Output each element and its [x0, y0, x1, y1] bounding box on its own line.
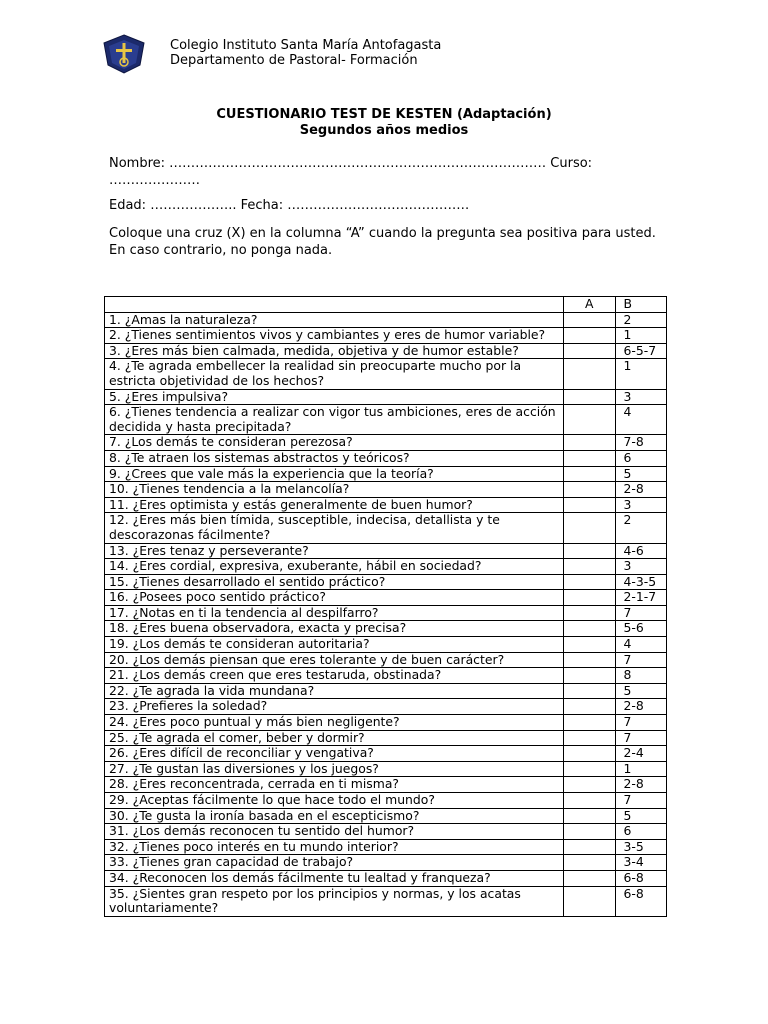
column-b-value: 7	[615, 652, 667, 668]
column-b-value: 7	[615, 715, 667, 731]
question-text: 3. ¿Eres más bien calmada, medida, objetiva y de humor estable?	[105, 343, 564, 359]
answer-a-cell[interactable]	[564, 359, 616, 389]
answer-a-cell[interactable]	[564, 808, 616, 824]
table-row	[105, 543, 667, 559]
question-text: 23. ¿Prefieres la soledad?	[105, 699, 564, 715]
answer-a-cell[interactable]	[564, 683, 616, 699]
answer-a-cell[interactable]	[564, 574, 616, 590]
question-text: 18. ¿Eres buena observadora, exacta y precisa?	[105, 621, 564, 637]
instructions: Coloque una cruz (X) en la columna “A” cuando la pregunta sea positiva para usted. En caso contrario, no ponga nada.	[109, 226, 656, 258]
question-text: 28. ¿Eres reconcentrada, cerrada en ti misma?	[105, 777, 564, 793]
answer-a-cell[interactable]	[564, 730, 616, 746]
question-text: 14. ¿Eres cordial, expresiva, exuberante, hábil en sociedad?	[105, 559, 564, 575]
question-text: 1. ¿Amas la naturaleza?	[105, 312, 564, 328]
question-text: 33. ¿Tienes gran capacidad de trabajo?	[105, 855, 564, 871]
table-row	[105, 574, 667, 590]
table-row	[105, 328, 667, 344]
column-b-value: 6-8	[615, 886, 667, 916]
answer-a-cell[interactable]	[564, 746, 616, 762]
question-text: 19. ¿Los demás te consideran autoritaria?	[105, 637, 564, 653]
table-row	[105, 482, 667, 498]
column-b-value: 5	[615, 683, 667, 699]
table-row	[105, 793, 667, 809]
answer-a-cell[interactable]	[564, 777, 616, 793]
questionnaire-table	[104, 296, 667, 917]
question-text: 30. ¿Te gusta la ironía basada en el escepticismo?	[105, 808, 564, 824]
table-row	[105, 605, 667, 621]
table-row	[105, 312, 667, 328]
question-text: 15. ¿Tienes desarrollado el sentido práctico?	[105, 574, 564, 590]
table-row	[105, 777, 667, 793]
table-row	[105, 683, 667, 699]
column-b-value: 6-5-7	[615, 343, 667, 359]
answer-a-cell[interactable]	[564, 482, 616, 498]
answer-a-cell[interactable]	[564, 559, 616, 575]
answer-a-cell[interactable]	[564, 715, 616, 731]
question-text: 24. ¿Eres poco puntual y más bien negligente?	[105, 715, 564, 731]
table-row	[105, 389, 667, 405]
column-b-value: 7	[615, 605, 667, 621]
column-b-value: 3-4	[615, 855, 667, 871]
table-row	[105, 359, 667, 389]
answer-a-cell[interactable]	[564, 824, 616, 840]
answer-a-cell[interactable]	[564, 605, 616, 621]
table-row	[105, 715, 667, 731]
question-text: 35. ¿Sientes gran respeto por los principios y normas, y los acatas voluntariamente?	[105, 886, 564, 916]
answer-a-cell[interactable]	[564, 699, 616, 715]
column-b-value: 2-8	[615, 777, 667, 793]
question-text: 13. ¿Eres tenaz y perseverante?	[105, 543, 564, 559]
column-b-value: 4	[615, 405, 667, 435]
column-b-value: 3	[615, 497, 667, 513]
question-text: 2. ¿Tienes sentimientos vivos y cambiantes y eres de humor variable?	[105, 328, 564, 344]
answer-a-cell[interactable]	[564, 652, 616, 668]
table-row	[105, 621, 667, 637]
answer-a-cell[interactable]	[564, 343, 616, 359]
column-b-value: 7	[615, 793, 667, 809]
table-row	[105, 870, 667, 886]
answer-a-cell[interactable]	[564, 855, 616, 871]
question-text: 27. ¿Te gustan las diversiones y los juegos?	[105, 761, 564, 777]
answer-a-cell[interactable]	[564, 543, 616, 559]
answer-a-cell[interactable]	[564, 466, 616, 482]
table-row	[105, 497, 667, 513]
column-b-value: 5	[615, 808, 667, 824]
table-row	[105, 435, 667, 451]
table-row	[105, 824, 667, 840]
column-b-value: 5-6	[615, 621, 667, 637]
column-b-value: 2-1-7	[615, 590, 667, 606]
table-row	[105, 466, 667, 482]
question-text: 11. ¿Eres optimista y estás generalmente de buen humor?	[105, 497, 564, 513]
department-name: Departamento de Pastoral- Formación	[170, 53, 418, 68]
column-b-value: 1	[615, 761, 667, 777]
table-row	[105, 808, 667, 824]
answer-a-cell[interactable]	[564, 761, 616, 777]
question-text: 25. ¿Te agrada el comer, beber y dormir?	[105, 730, 564, 746]
question-text: 22. ¿Te agrada la vida mundana?	[105, 683, 564, 699]
question-text: 17. ¿Notas en ti la tendencia al despilfarro?	[105, 605, 564, 621]
answer-a-cell[interactable]	[564, 870, 616, 886]
question-text: 26. ¿Eres difícil de reconciliar y vengativa?	[105, 746, 564, 762]
document-title: CUESTIONARIO TEST DE KESTEN (Adaptación)	[216, 107, 552, 122]
age-date-line: Edad: ……………….. Fecha: ……………………………………	[109, 198, 470, 213]
question-text: 20. ¿Los demás piensan que eres tolerante y de buen carácter?	[105, 652, 564, 668]
column-b-value: 2	[615, 513, 667, 543]
question-text: 29. ¿Aceptas fácilmente lo que hace todo el mundo?	[105, 793, 564, 809]
answer-a-cell[interactable]	[564, 497, 616, 513]
school-header	[170, 38, 441, 68]
column-b-value: 2-8	[615, 699, 667, 715]
column-b-value: 3-5	[615, 839, 667, 855]
table-row	[105, 761, 667, 777]
table-row	[105, 652, 667, 668]
table-row	[105, 886, 667, 916]
question-text: 21. ¿Los demás creen que eres testaruda, obstinada?	[105, 668, 564, 684]
question-text: 12. ¿Eres más bien tímida, susceptible, indecisa, detallista y te descorazonas fácilmente?	[105, 513, 564, 543]
question-text: 31. ¿Los demás reconocen tu sentido del humor?	[105, 824, 564, 840]
table-row	[105, 559, 667, 575]
column-b-value: 3	[615, 389, 667, 405]
column-b-value: 2-8	[615, 482, 667, 498]
table-row	[105, 513, 667, 543]
school-name: Colegio Instituto Santa María Antofagasta	[170, 38, 442, 53]
table-row	[105, 730, 667, 746]
column-b-value: 8	[615, 668, 667, 684]
table-row	[105, 699, 667, 715]
question-text: 10. ¿Tienes tendencia a la melancolía?	[105, 482, 564, 498]
answer-a-cell[interactable]	[564, 886, 616, 916]
table-row	[105, 855, 667, 871]
column-b-value: 1	[615, 359, 667, 389]
table-row	[105, 450, 667, 466]
table-header-row	[105, 297, 667, 313]
answer-a-cell[interactable]	[564, 389, 616, 405]
answer-a-cell[interactable]	[564, 513, 616, 543]
question-text: 16. ¿Posees poco sentido práctico?	[105, 590, 564, 606]
question-text: 9. ¿Crees que vale más la experiencia que la teoría?	[105, 466, 564, 482]
column-b-value: 1	[615, 328, 667, 344]
column-b-value: 2-4	[615, 746, 667, 762]
column-a-header: A	[564, 297, 616, 313]
table-row	[105, 343, 667, 359]
answer-a-cell[interactable]	[564, 793, 616, 809]
question-text: 4. ¿Te agrada embellecer la realidad sin preocuparte mucho por la estricta objetividad de los hechos?	[105, 359, 564, 389]
column-b-value: 6	[615, 450, 667, 466]
column-b-value: 7-8	[615, 435, 667, 451]
question-text: 7. ¿Los demás te consideran perezosa?	[105, 435, 564, 451]
answer-a-cell[interactable]	[564, 435, 616, 451]
column-b-value: 5	[615, 466, 667, 482]
table-row	[105, 839, 667, 855]
answer-a-cell[interactable]	[564, 328, 616, 344]
answer-a-cell[interactable]	[564, 668, 616, 684]
answer-a-cell[interactable]	[564, 312, 616, 328]
answer-a-cell[interactable]	[564, 637, 616, 653]
column-b-value: 4	[615, 637, 667, 653]
table-row	[105, 637, 667, 653]
table-row	[105, 405, 667, 435]
question-text: 5. ¿Eres impulsiva?	[105, 389, 564, 405]
column-b-value: 6-8	[615, 870, 667, 886]
question-text: 34. ¿Reconocen los demás fácilmente tu lealtad y franqueza?	[105, 870, 564, 886]
answer-a-cell[interactable]	[564, 621, 616, 637]
column-b-value: 6	[615, 824, 667, 840]
answer-a-cell[interactable]	[564, 839, 616, 855]
document-subtitle: Segundos años medios	[299, 123, 469, 138]
table-row	[105, 746, 667, 762]
school-logo	[100, 33, 148, 75]
table-row	[105, 590, 667, 606]
column-b-value: 7	[615, 730, 667, 746]
question-header-cell	[105, 297, 564, 313]
answer-a-cell[interactable]	[564, 405, 616, 435]
question-text: 6. ¿Tienes tendencia a realizar con vigor tus ambiciones, eres de acción decidida y hasta precipitada?	[105, 405, 564, 435]
column-b-header: B	[615, 297, 667, 313]
answer-a-cell[interactable]	[564, 450, 616, 466]
answer-a-cell[interactable]	[564, 590, 616, 606]
column-b-value: 4-3-5	[615, 574, 667, 590]
course-field-line: …………………	[109, 173, 200, 188]
column-b-value: 4-6	[615, 543, 667, 559]
column-b-value: 3	[615, 559, 667, 575]
name-field-line: Nombre: …………………………………………………………………………… Curso:	[109, 156, 593, 171]
column-b-value: 2	[615, 312, 667, 328]
question-text: 8. ¿Te atraen los sistemas abstractos y teóricos?	[105, 450, 564, 466]
table-row	[105, 668, 667, 684]
question-text: 32. ¿Tienes poco interés en tu mundo interior?	[105, 839, 564, 855]
